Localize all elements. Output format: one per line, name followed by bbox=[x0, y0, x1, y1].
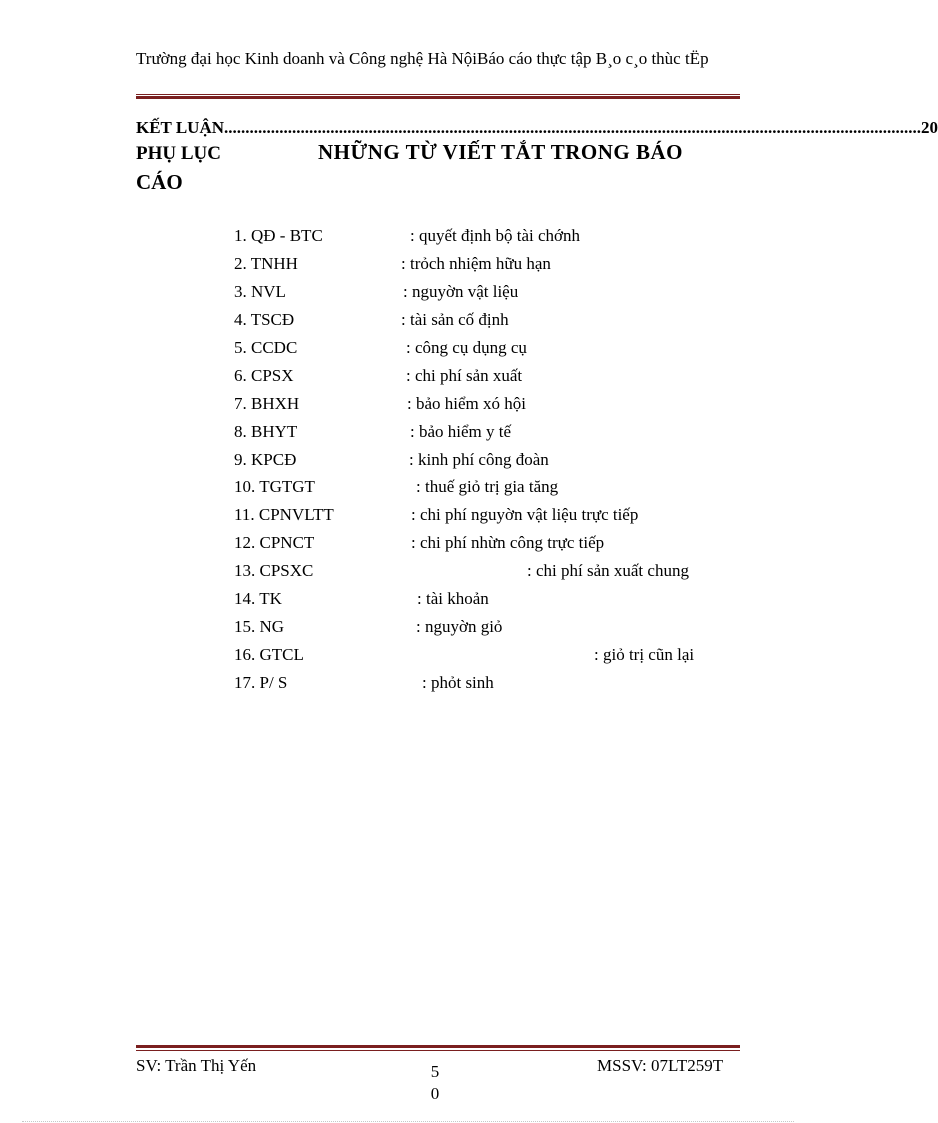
toc-label: KẾT LUẬN bbox=[136, 118, 225, 137]
abbreviation-term: 5. CCDC bbox=[234, 338, 298, 357]
abbreviation-term: 14. TK bbox=[234, 589, 282, 608]
footer-rule-thin bbox=[136, 1050, 740, 1051]
footer-student-id: MSSV: 07LT259T bbox=[597, 1056, 724, 1075]
list-item bbox=[234, 450, 549, 470]
toc-page-number: 20 bbox=[921, 118, 938, 137]
header-rule-thick bbox=[136, 96, 740, 99]
list-item bbox=[234, 589, 489, 609]
abbreviation-term: 8. BHYT bbox=[234, 422, 298, 441]
abbreviation-definition: : kinh phí công đoàn bbox=[409, 450, 549, 469]
page-number-digit: 0 bbox=[430, 1084, 440, 1103]
abbreviation-term: 10. TGTGT bbox=[234, 477, 315, 496]
list-item bbox=[234, 477, 559, 497]
toc-leader-dots: .................................................................................................................................................................... bbox=[224, 118, 922, 137]
list-item bbox=[234, 254, 551, 274]
abbreviation-definition: : bảo hiểm xó hội bbox=[407, 394, 526, 413]
header-rule-thin bbox=[136, 94, 740, 95]
abbreviation-term: 11. CPNVLTT bbox=[234, 505, 334, 524]
footer-student-name: SV: Trần Thị Yến bbox=[136, 1056, 257, 1075]
abbreviation-term: 1. QĐ - BTC bbox=[234, 226, 323, 245]
page-number-digit: 5 bbox=[430, 1062, 440, 1081]
abbreviation-term: 16. GTCL bbox=[234, 645, 304, 664]
abbreviation-definition: : nguyờn vật liệu bbox=[403, 282, 519, 301]
abbreviation-definition: : trỏch nhiệm hữu hạn bbox=[401, 254, 551, 273]
abbreviation-definition: : chi phí nguyờn vật liệu trực tiếp bbox=[411, 505, 639, 524]
list-item bbox=[234, 422, 512, 442]
abbreviation-definition: : nguyờn giỏ bbox=[416, 617, 503, 636]
list-item bbox=[234, 282, 519, 302]
page-bottom-border bbox=[22, 1121, 794, 1122]
abbreviation-term: 7. BHXH bbox=[234, 394, 300, 413]
page-number bbox=[428, 1061, 442, 1105]
abbreviation-term: 12. CPNCT bbox=[234, 533, 315, 552]
list-item bbox=[234, 338, 527, 358]
abbreviation-term: 3. NVL bbox=[234, 282, 286, 301]
abbreviation-definition: : chi phí sản xuất chung bbox=[527, 561, 689, 580]
appendix-label: PHỤ LỤC bbox=[136, 143, 221, 164]
abbreviation-definition: : bảo hiểm y tế bbox=[410, 422, 512, 441]
list-item bbox=[234, 561, 689, 581]
abbreviation-term: 4. TSCĐ bbox=[234, 310, 295, 329]
section-title-line1: NHỮNG TỪ VIẾT TẮT TRONG BÁO bbox=[318, 140, 683, 164]
abbreviation-definition: : thuế giỏ trị gia tăng bbox=[416, 477, 559, 496]
list-item bbox=[234, 394, 526, 414]
abbreviation-definition: : phỏt sinh bbox=[422, 673, 494, 692]
abbreviation-term: 6. CPSX bbox=[234, 366, 294, 385]
abbreviation-definition: : giỏ trị cũn lại bbox=[594, 645, 695, 664]
list-item bbox=[234, 366, 523, 386]
abbreviation-definition: : tài khoản bbox=[417, 589, 489, 608]
page-header-text: Trường đại học Kinh doanh và Công nghệ Hà NộiBáo cáo thực tập B¸o c¸o thùc tËp bbox=[136, 49, 709, 68]
list-item bbox=[234, 673, 494, 693]
list-item bbox=[234, 533, 605, 553]
abbreviation-definition: : chi phí nhừn công trực tiếp bbox=[411, 533, 605, 552]
section-title-line2: CÁO bbox=[136, 170, 183, 194]
footer-rule-thick bbox=[136, 1045, 740, 1048]
toc-entry-conclusion bbox=[136, 118, 938, 138]
list-item bbox=[234, 226, 580, 246]
abbreviation-definition: : chi phí sản xuất bbox=[406, 366, 523, 385]
abbreviation-definition: : quyết định bộ tài chớnh bbox=[410, 226, 580, 245]
abbreviation-definition: : tài sản cố định bbox=[401, 310, 509, 329]
abbreviation-term: 2. TNHH bbox=[234, 254, 298, 273]
list-item bbox=[234, 617, 503, 637]
abbreviation-definition: : công cụ dụng cụ bbox=[406, 338, 527, 357]
list-item bbox=[234, 505, 639, 525]
abbreviation-term: 9. KPCĐ bbox=[234, 450, 297, 469]
list-item bbox=[234, 310, 509, 330]
abbreviation-term: 13. CPSXC bbox=[234, 561, 314, 580]
list-item bbox=[234, 645, 695, 665]
abbreviation-term: 17. P/ S bbox=[234, 673, 288, 692]
abbreviation-term: 15. NG bbox=[234, 617, 285, 636]
